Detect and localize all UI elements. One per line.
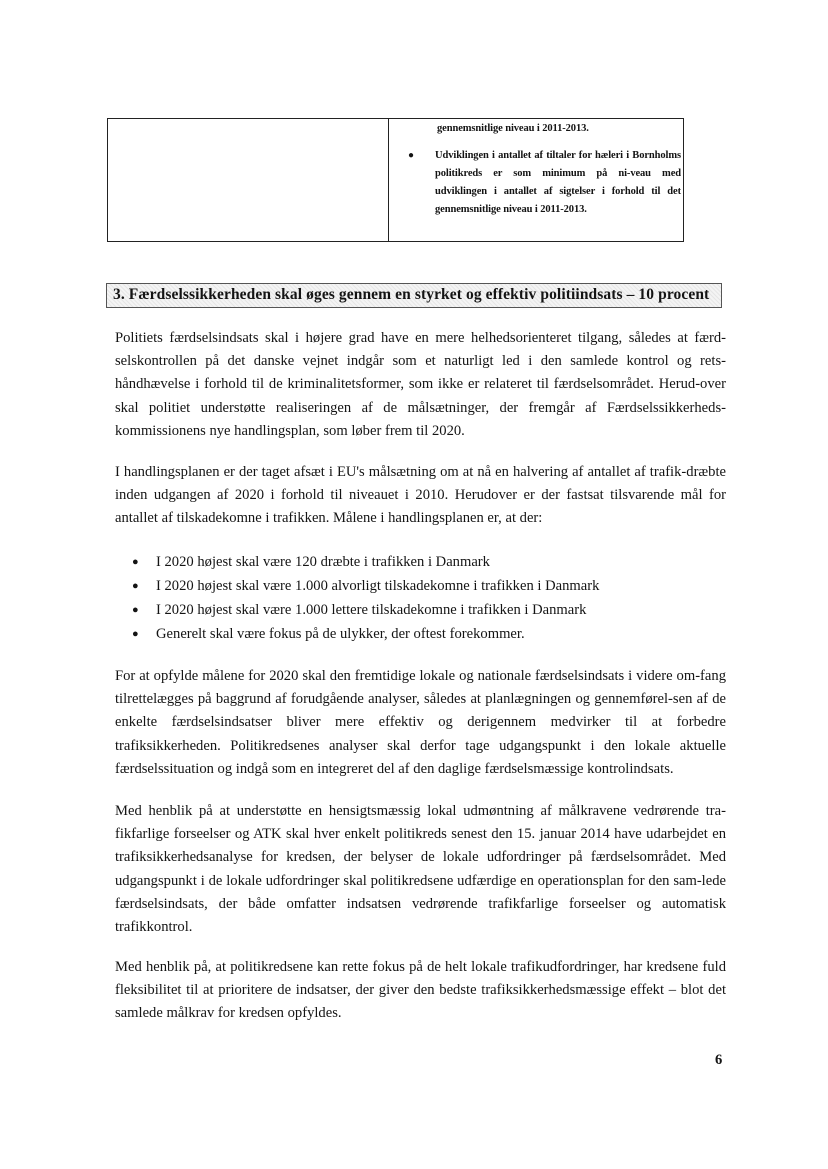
list-item-text: I 2020 højest skal være 120 dræbte i trafikken i Danmark (156, 554, 490, 570)
table-continued-line: gennemsnitlige niveau i 2011-2013. (437, 123, 589, 134)
bullet-icon: ● (408, 150, 414, 161)
table-bullet (408, 147, 681, 219)
paragraph-3: For at opfylde målene for 2020 skal den fremtidige lokale og nationale færdselsindsats i videre om-fang tilrettelægges på baggrund af forudgående analyser, således at planlægningen og gennemførel-sen af de enkelte færdselsindsatser bliver mere effektiv og derigennem medvirker til at forbedre trafiksikkerheden. Politikredsenes analyser skal derfor tage udgangspunkt i den lokale aktuelle færdselssituation og indgå som en integreret del af den daglige færdselsmæssige kontrolindsats. (115, 668, 726, 777)
table-bullet-text: Udviklingen i antallet af tiltaler for hæleri i Bornholms politikreds er som minimum på ni-veau med udviklingen i antallet af sigtelser i forhold til det gennemsnitlige niveau i 2011-2013. (435, 150, 681, 215)
list-item-text: I 2020 højest skal være 1.000 alvorligt tilskadekomne i trafikken i Danmark (156, 578, 600, 594)
page-number: 6 (715, 1052, 723, 1068)
bullet-icon: ● (132, 628, 139, 640)
list-item-text: I 2020 højest skal være 1.000 lettere tilskadekomne i trafikken i Danmark (156, 602, 587, 618)
table-cell-content (389, 119, 683, 241)
table-fragment (107, 118, 684, 242)
bullet-icon: ● (132, 580, 139, 592)
list-item (115, 550, 726, 574)
paragraph-4: Med henblik på at understøtte en hensigtsmæssig lokal udmøntning af målkravene vedrørende tra-fikfarlige forseelser og ATK skal hver enkelt politikreds senest den 15. januar 2014 have udarbejdet en trafiksikkerhedsanalyse for kredsen, der belyser de lokale udfordringer på færdselsområdet. Med udgangspunkt i de lokale udfordringer skal politikredsene udfærdige en operationsplan for den sam-lede færdselsindsats, der både omfatter indsatsen vedrørende trafikfarlige forseelser og automatisk trafikkontrol. (115, 803, 726, 936)
list-item-text: Generelt skal være fokus på de ulykker, der oftest forekommer. (156, 626, 525, 642)
paragraph-5: Med henblik på, at politikredsene kan rette fokus på de helt lokale trafikudfordringer, har kredsene fuld fleksibilitet til at prioritere de indsatser, der giver den bedste trafiksikkerhedsmæssige effekt – blot det samlede målkrav for kredsen opfyldes. (115, 959, 726, 1022)
goals-list (115, 550, 726, 646)
section-heading: 3. Færdselssikkerheden skal øges gennem en styrket og effektiv politiindsats – 10 procent (106, 283, 722, 308)
paragraph-2: I handlingsplanen er der taget afsæt i EU's målsætning om at nå en halvering af antallet af trafik-dræbte inden udgangen af 2020 i forhold til niveauet i 2010. Herudover er der fastsat tilsvarende mål for antallet af tilskadekomne i trafikken. Målene i handlingsplanen er, at der: (115, 464, 726, 527)
list-item (115, 622, 726, 646)
table-cell-empty (108, 119, 389, 241)
list-item (115, 598, 726, 622)
bullet-icon: ● (132, 604, 139, 616)
bullet-icon: ● (132, 556, 139, 568)
list-item (115, 574, 726, 598)
paragraph-1: Politiets færdselsindsats skal i højere grad have en mere helhedsorienteret tilgang, således at færd-selskontrollen på det danske vejnet indgår som et naturligt led i den samlede kontrol og rets-håndhævelse i forhold til de kriminalitetsformer, som ikke er relateret til færdselsområdet. Herud-over skal politiet understøtte realiseringen af de målsætninger, der fremgår af Færdselssikkerheds-kommissionens nye handlingsplan, som løber frem til 2020. (115, 330, 726, 439)
